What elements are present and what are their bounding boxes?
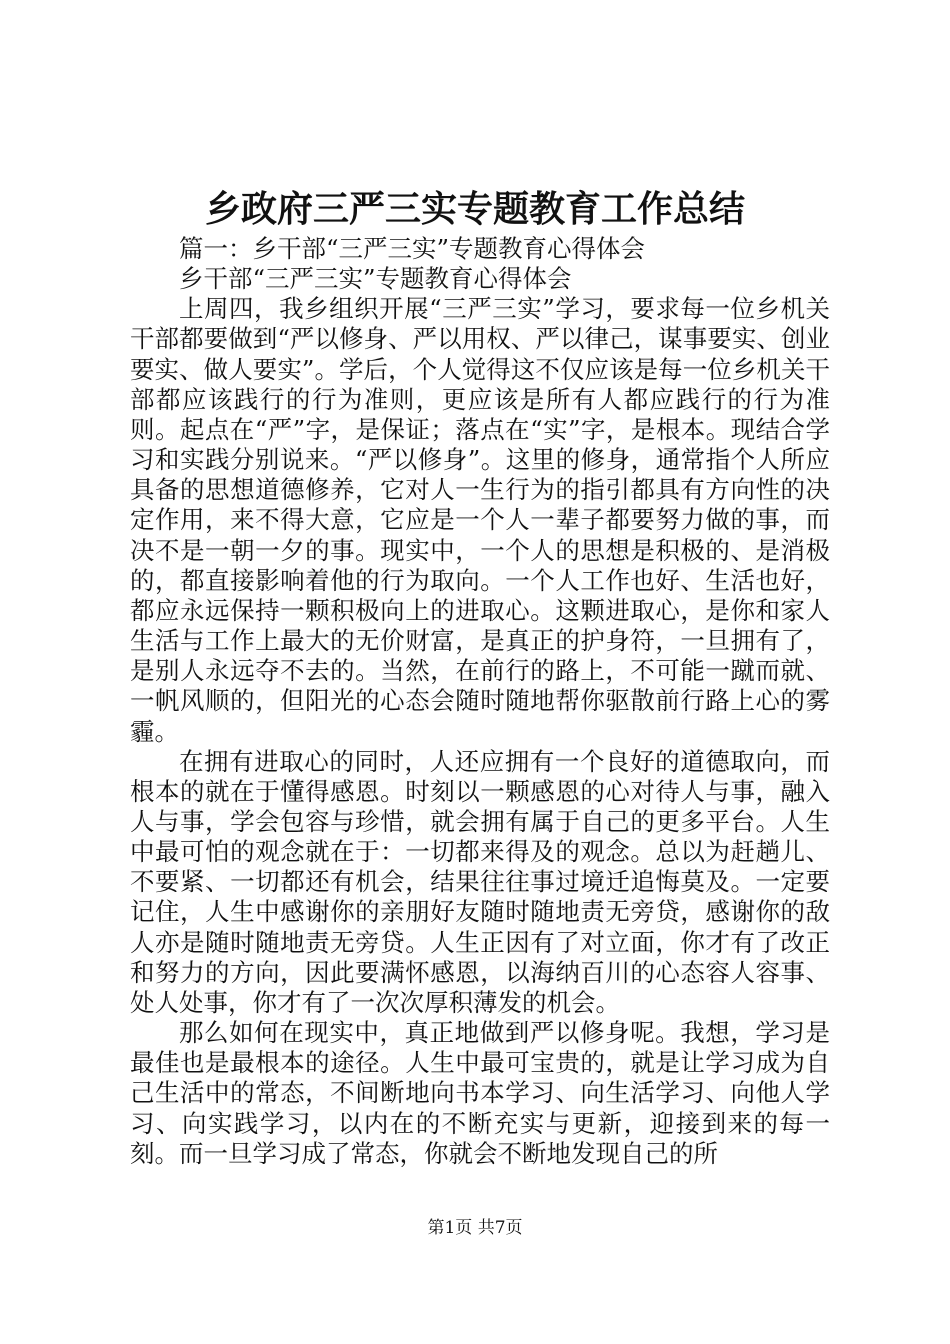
document-title: 乡政府三严三实专题教育工作总结 <box>204 189 745 230</box>
document-body <box>130 234 830 1169</box>
paragraph: 上周四，我乡组织开展“三严三实”学习，要求每一位乡机关干部都要做到“严以修身、严以用权、严以律己，谋事要实、创业要实、做人要实”。学后，个人觉得这不仅应该是每一位乡机关干部都应该践行的行为准则，更应该是所有人都应践行的行为准则。起点在“严”字，是保证；落点在“实”字，是根本。现结合学习和实践分别说来。“严以修身”。这里的修身，通常指个人所应具备的思想道德修养，它对人一生行为的指引都具有方向性的决定作用，来不得大意，它应是一个人一辈子都要努力做的事，而决不是一朝一夕的事。现实中，一个人的思想是积极的、是消极的，都直接影响着他的行为取向。一个人工作也好、生活也好，都应永远保持一颗积极向上的进取心。这颗进取心，是你和家人生活与工作上最大的无价财富，是真正的护身符，一旦拥有了，是别人永远夺不去的。当然，在前行的路上，不可能一蹴而就、一帆风顺的，但阳光的心态会随时随地帮你驱散前行路上心的雾霾。 <box>130 294 830 746</box>
page-number-footer: 第1页 共7页 <box>427 1218 523 1238</box>
article-title: 乡干部“三严三实”专题教育心得体会 <box>179 264 572 294</box>
paragraph: 在拥有进取心的同时，人还应拥有一个良好的道德取向，而根本的就在于懂得感恩。时刻以一颗感恩的心对待人与事，融入人与事，学会包容与珍惜，就会拥有属于自己的更多平台。人生中最可怕的观念就在于：一切都来得及的观念。总以为赶趟儿、不要紧、一切都还有机会，结果往往事过境迁追悔莫及。一定要记住，人生中感谢你的亲朋好友随时随地责无旁贷，感谢你的敌人亦是随时随地责无旁贷。人生正因有了对立面，你才有了改正和努力的方向，因此要满怀感恩，以海纳百川的心态容人容事、处人处事，你才有了一次次厚积薄发的机会。 <box>130 746 830 1017</box>
section-heading: 篇一：乡干部“三严三实”专题教育心得体会 <box>179 234 646 263</box>
paragraph: 那么如何在现实中，真正地做到严以修身呢。我想，学习是最佳也是最根本的途径。人生中最可宝贵的，就是让学习成为自己生活中的常态，不间断地向书本学习、向生活学习、向他人学习、向实践学习，以内在的不断充实与更新，迎接到来的每一刻。而一旦学习成了常态，你就会不断地发现自己的所 <box>130 1018 830 1168</box>
